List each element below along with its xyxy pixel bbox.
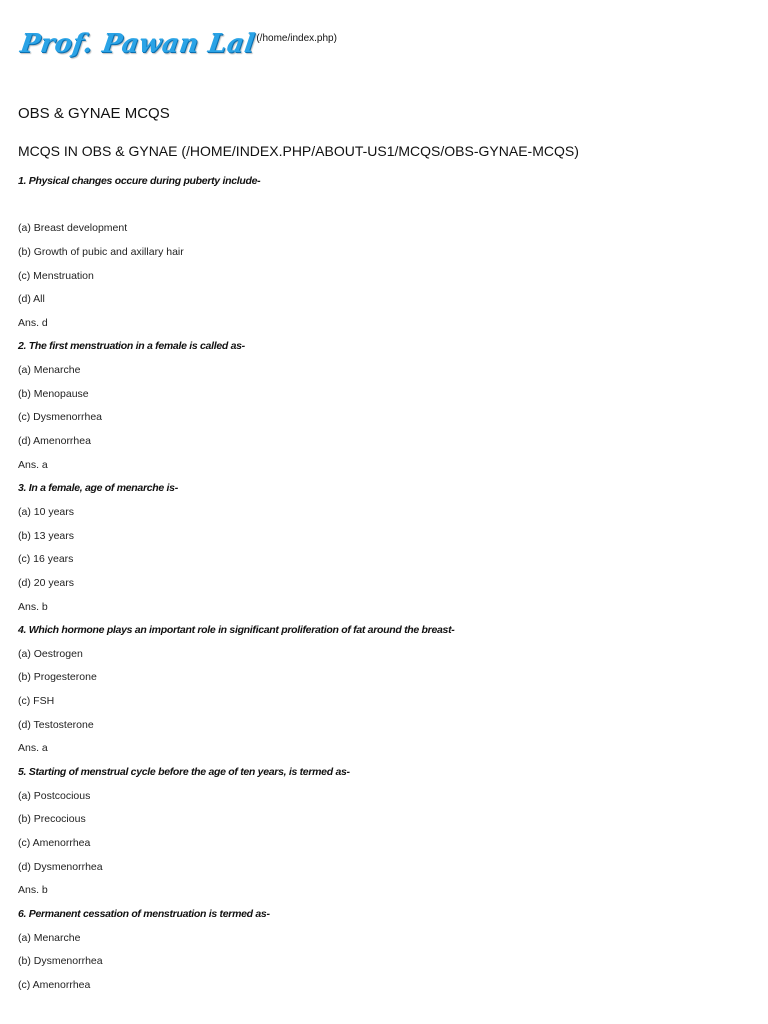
spacer — [18, 196, 748, 220]
question-2-option-b: (b) Menopause — [18, 387, 89, 400]
site-logo[interactable]: Prof. Pawan Lal — [18, 29, 257, 59]
question-5-option-c: (c) Amenorrhea — [18, 836, 91, 849]
logo-link-text[interactable]: (/home/index.php) — [256, 33, 337, 44]
question-3-option-c: (c) 16 years — [18, 553, 74, 566]
question-5-option-b: (b) Precocious — [18, 813, 86, 826]
section-title-link[interactable]: MCQS IN OBS & GYNAE (/HOME/INDEX.PHP/ABOUT-US1/MCQS/OBS-GYNAE-MCQS) — [18, 143, 579, 159]
question-1-option-c: (c) Menstruation — [18, 269, 94, 282]
question-2-option-a: (a) Menarche — [18, 364, 81, 377]
question-4-answer: Ans. a — [18, 742, 48, 755]
site-header — [18, 26, 337, 62]
question-1: 1. Physical changes occure during puberty include- — [18, 175, 261, 187]
question-5: 5. Starting of menstrual cycle before the age of ten years, is termed as- — [18, 766, 350, 779]
question-3-answer: Ans. b — [18, 600, 48, 613]
question-4: 4. Which hormone plays an important role in significant proliferation of fat around the breast- — [18, 624, 455, 637]
question-3-option-a: (a) 10 years — [18, 505, 75, 518]
question-4-option-d: (d) Testosterone — [18, 718, 94, 731]
question-2: 2. The first menstruation in a female is called as- — [18, 340, 245, 353]
question-6-option-c: (c) Amenorrhea — [18, 978, 91, 991]
question-3-option-d: (d) 20 years — [18, 576, 75, 589]
question-6: 6. Permanent cessation of menstruation is termed as- — [18, 907, 270, 920]
question-1-option-b: (b) Growth of pubic and axillary hair — [18, 245, 184, 258]
page-title: OBS & GYNAE MCQS — [18, 105, 170, 122]
question-4-option-b: (b) Progesterone — [18, 671, 97, 684]
question-5-answer: Ans. b — [18, 884, 48, 897]
question-5-option-d: (d) Dysmenorrhea — [18, 860, 103, 873]
question-2-option-c: (c) Dysmenorrhea — [18, 411, 103, 424]
question-5-option-a: (a) Postcocious — [18, 789, 91, 802]
question-2-answer: Ans. a — [18, 458, 48, 471]
question-1-option-d: (d) All — [18, 293, 45, 306]
question-4-option-a: (a) Oestrogen — [18, 647, 83, 660]
question-3: 3. In a female, age of menarche is- — [18, 482, 178, 495]
question-2-option-d: (d) Amenorrhea — [18, 435, 91, 448]
question-1-option-a: (a) Breast development — [18, 222, 128, 235]
question-3-option-b: (b) 13 years — [18, 529, 75, 542]
mcq-list — [18, 172, 748, 999]
question-1-answer: Ans. d — [18, 316, 48, 329]
question-6-option-a: (a) Menarche — [18, 931, 81, 944]
question-6-option-b: (b) Dysmenorrhea — [18, 955, 103, 968]
question-4-option-c: (c) FSH — [18, 695, 55, 708]
